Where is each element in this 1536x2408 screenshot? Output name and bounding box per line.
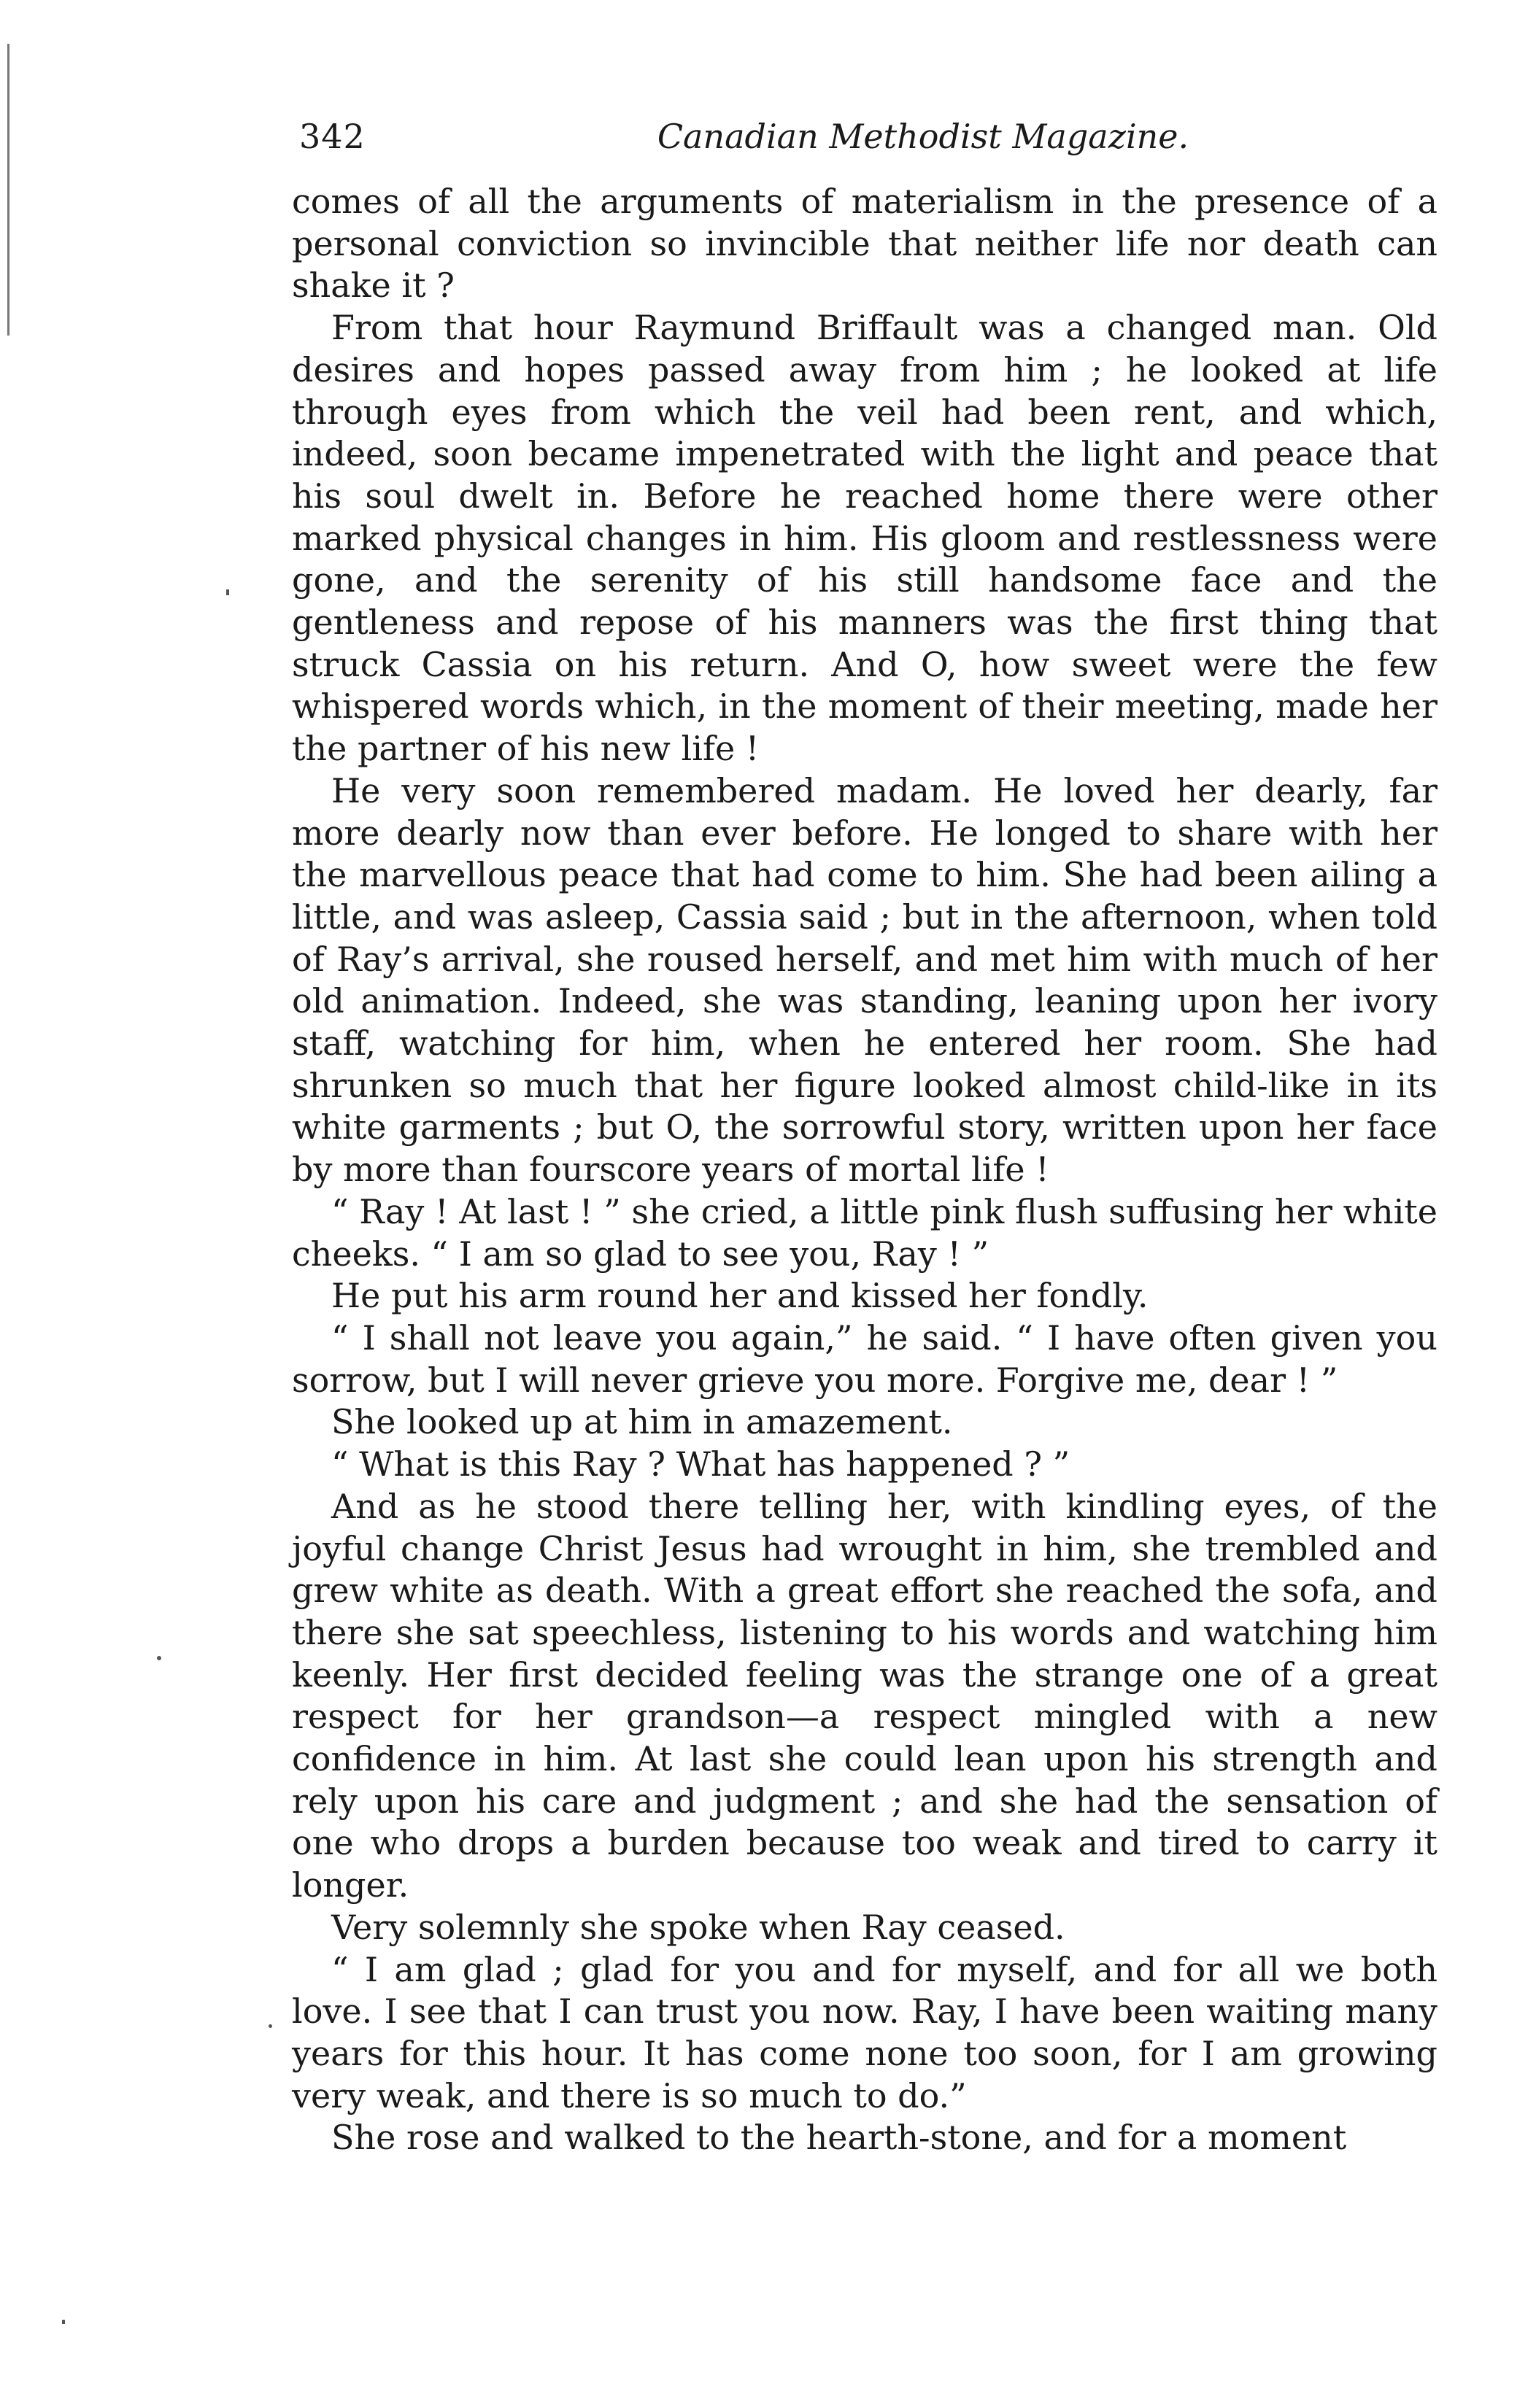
margin-mark-dot-4 <box>62 2320 65 2324</box>
paragraph-4: “ Ray ! At last ! ” she cried, a little pink flush suffusing her white cheeks. “ I am so glad to see you, Ray ! ” <box>292 1191 1437 1274</box>
running-head <box>292 102 1437 168</box>
paragraph-6: “ I shall not leave you again,” he said. “ I have often given you sorrow, but I will never grieve you more. Forgive me, dear ! ” <box>292 1317 1437 1400</box>
journal-title: Canadian Methodist Magazine. <box>657 117 1189 156</box>
paragraph-9: And as he stood there telling her, with kindling eyes, of the joyful change Christ Jesus had wrought in him, she trembled and grew white as death. With a great effort she reached the sofa, and there she sat speechless, listening to his words and watching him keenly. Her first decided feeling was the strange one of a great respect for her grandson—a respect mingled with a new confidence in him. At last she could lean upon his strength and rely upon his care and judgment ; and she had the sensation of one who drops a burden because too weak and tired to carry it longer. <box>292 1486 1437 1905</box>
body-text <box>292 181 1437 2159</box>
margin-mark-dot-2 <box>157 1656 161 1660</box>
paragraph-7: She looked up at him in amazement. <box>331 1402 953 1442</box>
margin-mark-top <box>7 44 9 336</box>
paragraph-12: She rose and walked to the hearth-stone, and for a moment <box>331 2118 1347 2158</box>
paragraph-2: From that hour Raymund Briffault was a changed man. Old desires and hopes passed away from him ; he looked at life through eyes from which the veil had been rent, and which, indeed, soon became impenetrated with the light and peace that his soul dwelt in. Before he reached home there were other marked physical changes in him. His gloom and restlessness were gone, and the serenity of his still handsome face and the gentleness and repose of his manners was the first thing that struck Cassia on his return. And O, how sweet were the few whispered words which, in the moment of their meeting, made her the partner of his new life ! <box>292 308 1437 769</box>
paragraph-1: comes of all the arguments of materialism in the presence of a personal conviction so invincible that neither life nor death can shake it ? <box>292 182 1437 306</box>
page-number: 342 <box>299 117 366 156</box>
paragraph-3: He very soon remembered madam. He loved her dearly, far more dearly now than ever before. He longed to share with her the marvellous peace that had come to him. She had been ailing a little, and was asleep, Cassia said ; but in the afternoon, when told of Ray’s arrival, she roused herself, and met him with much of her old animation. Indeed, she was standing, leaning upon her ivory staff, watching for him, when he entered her room. She had shrunken so much that her figure looked almost child-like in its white garments ; but O, the sorrowful story, written upon her face by more than fourscore years of mortal life ! <box>292 770 1437 1190</box>
paragraph-5: He put his arm round her and kissed her fondly. <box>331 1276 1149 1316</box>
paragraph-11: “ I am glad ; glad for you and for myself, and for all we both love. I see that I can trust you now. Ray, I have been waiting many years for this hour. It has come none too soon, for I am growing very weak, and there is so much to do.” <box>292 1949 1437 2115</box>
paragraph-8: “ What is this Ray ? What has happened ? ” <box>331 1444 1070 1484</box>
margin-mark-dot-3 <box>269 2024 272 2028</box>
paragraph-10: Very solemnly she spoke when Ray ceased. <box>331 1907 1065 1947</box>
document-page <box>292 102 1437 2159</box>
margin-mark-dot-1 <box>226 589 229 595</box>
